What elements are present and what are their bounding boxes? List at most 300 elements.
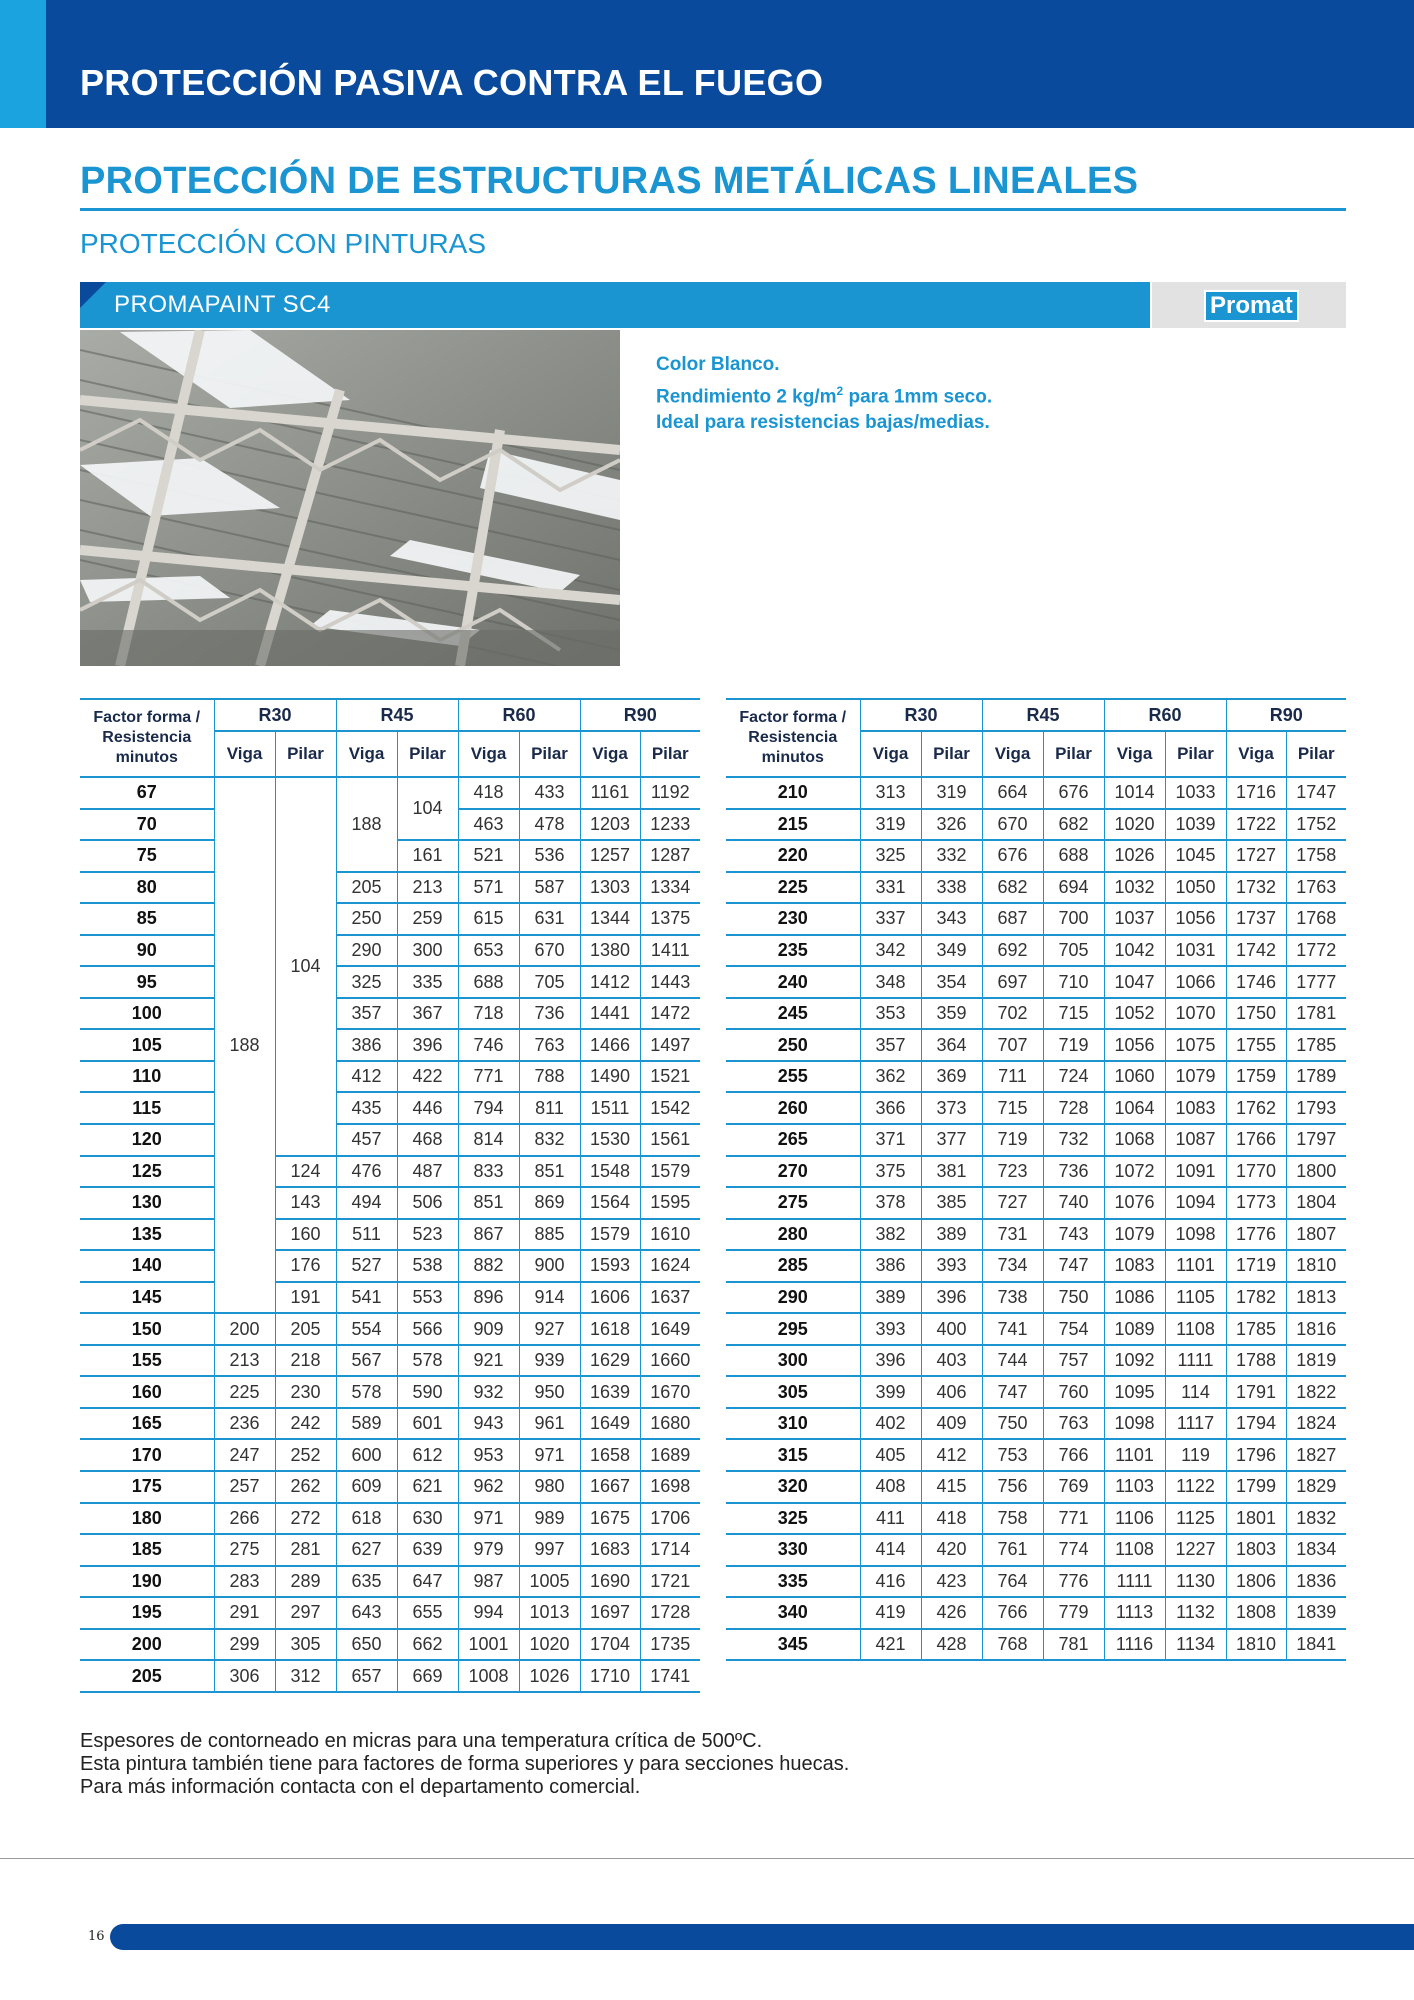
value-cell: 1026 <box>1104 840 1165 872</box>
value-cell: 728 <box>1043 1092 1104 1124</box>
table-row <box>726 1124 1346 1156</box>
value-cell: 1117 <box>1165 1408 1226 1440</box>
value-cell: 1822 <box>1286 1376 1346 1408</box>
value-cell: 1706 <box>640 1503 700 1535</box>
value-cell: 1810 <box>1286 1250 1346 1282</box>
value-cell: 1793 <box>1286 1092 1346 1124</box>
factor-cell: 70 <box>80 809 214 841</box>
value-cell: 1839 <box>1286 1597 1346 1629</box>
sub-header-pilar: Pilar <box>1043 731 1104 777</box>
table-row <box>726 777 1346 809</box>
value-cell: 718 <box>458 998 519 1030</box>
value-cell: 1722 <box>1226 809 1286 841</box>
value-cell: 715 <box>982 1092 1043 1124</box>
value-cell: 342 <box>860 935 921 967</box>
table-row <box>80 1345 700 1377</box>
table-row <box>726 1566 1346 1598</box>
factor-cell: 95 <box>80 966 214 998</box>
value-cell: 1803 <box>1226 1534 1286 1566</box>
factor-cell: 215 <box>726 809 860 841</box>
value-cell: 403 <box>921 1345 982 1377</box>
sub-header-pilar: Pilar <box>1165 731 1226 777</box>
value-cell: 536 <box>519 840 580 872</box>
value-cell: 1773 <box>1226 1187 1286 1219</box>
table-row <box>80 1471 700 1503</box>
value-cell: 393 <box>860 1313 921 1345</box>
factor-cell: 67 <box>80 777 214 809</box>
value-cell: 366 <box>860 1092 921 1124</box>
product-bar-corner <box>80 282 106 308</box>
factor-cell: 265 <box>726 1124 860 1156</box>
value-cell: 609 <box>336 1471 397 1503</box>
value-cell: 1624 <box>640 1250 700 1282</box>
value-cell: 697 <box>982 966 1043 998</box>
value-cell: 283 <box>214 1566 275 1598</box>
value-cell: 463 <box>458 809 519 841</box>
value-cell: 740 <box>1043 1187 1104 1219</box>
table-row <box>80 1629 700 1661</box>
value-cell: 389 <box>921 1219 982 1251</box>
value-cell: 1750 <box>1226 998 1286 1030</box>
value-cell: 723 <box>982 1156 1043 1188</box>
value-cell: 1772 <box>1286 935 1346 967</box>
value-cell: 257 <box>214 1471 275 1503</box>
value-cell: 621 <box>397 1471 458 1503</box>
table-row <box>80 935 700 967</box>
value-cell: 435 <box>336 1092 397 1124</box>
value-cell: 1076 <box>1104 1187 1165 1219</box>
value-cell: 682 <box>1043 809 1104 841</box>
value-cell: 664 <box>982 777 1043 809</box>
value-cell: 218 <box>275 1345 336 1377</box>
value-cell: 1101 <box>1165 1250 1226 1282</box>
table-row <box>726 1597 1346 1629</box>
value-cell: 337 <box>860 903 921 935</box>
value-cell: 1125 <box>1165 1503 1226 1535</box>
table-row <box>726 903 1346 935</box>
value-cell: 225 <box>214 1376 275 1408</box>
yield-superscript: 2 <box>836 384 844 398</box>
value-cell: 1763 <box>1286 872 1346 904</box>
value-cell: 205 <box>275 1313 336 1345</box>
value-cell: 738 <box>982 1282 1043 1314</box>
value-cell: 1203 <box>580 809 640 841</box>
value-cell: 1098 <box>1104 1408 1165 1440</box>
value-cell: 1111 <box>1104 1566 1165 1598</box>
value-cell: 1777 <box>1286 966 1346 998</box>
value-cell: 989 <box>519 1503 580 1535</box>
description-yield <box>656 378 992 410</box>
value-cell: 1375 <box>640 903 700 935</box>
factor-cell: 275 <box>726 1187 860 1219</box>
value-cell: 615 <box>458 903 519 935</box>
promat-logo: Promat <box>1204 290 1299 322</box>
value-cell: 705 <box>519 966 580 998</box>
value-cell: 1032 <box>1104 872 1165 904</box>
table-row <box>726 1408 1346 1440</box>
value-cell: 900 <box>519 1250 580 1282</box>
value-cell: 104 <box>275 777 336 1156</box>
footnote-line: Espesores de contorneado en micras para una temperatura crítica de 500ºC. <box>80 1730 763 1752</box>
value-cell: 272 <box>275 1503 336 1535</box>
value-cell: 814 <box>458 1124 519 1156</box>
value-cell: 885 <box>519 1219 580 1251</box>
table-row <box>726 1029 1346 1061</box>
value-cell: 114 <box>1165 1376 1226 1408</box>
value-cell: 1704 <box>580 1629 640 1661</box>
value-cell: 741 <box>982 1313 1043 1345</box>
factor-cell: 225 <box>726 872 860 904</box>
value-cell: 426 <box>921 1597 982 1629</box>
value-cell: 794 <box>458 1092 519 1124</box>
value-cell: 371 <box>860 1124 921 1156</box>
value-cell: 393 <box>921 1250 982 1282</box>
value-cell: 851 <box>458 1187 519 1219</box>
value-cell: 1134 <box>1165 1629 1226 1661</box>
value-cell: 1045 <box>1165 840 1226 872</box>
value-cell: 487 <box>397 1156 458 1188</box>
table-row <box>80 998 700 1030</box>
value-cell: 511 <box>336 1219 397 1251</box>
value-cell: 262 <box>275 1471 336 1503</box>
value-cell: 650 <box>336 1629 397 1661</box>
table-row <box>726 1439 1346 1471</box>
value-cell: 230 <box>275 1376 336 1408</box>
value-cell: 421 <box>860 1629 921 1661</box>
value-cell: 359 <box>921 998 982 1030</box>
value-cell: 275 <box>214 1534 275 1566</box>
value-cell: 396 <box>397 1029 458 1061</box>
value-cell: 1091 <box>1165 1156 1226 1188</box>
value-cell: 962 <box>458 1471 519 1503</box>
value-cell: 1095 <box>1104 1376 1165 1408</box>
value-cell: 364 <box>921 1029 982 1061</box>
value-cell: 1732 <box>1226 872 1286 904</box>
value-cell: 1658 <box>580 1439 640 1471</box>
factor-cell: 180 <box>80 1503 214 1535</box>
value-cell: 639 <box>397 1534 458 1566</box>
factor-cell: 120 <box>80 1124 214 1156</box>
value-cell: 694 <box>1043 872 1104 904</box>
value-cell: 589 <box>336 1408 397 1440</box>
value-cell: 414 <box>860 1534 921 1566</box>
value-cell: 927 <box>519 1313 580 1345</box>
value-cell: 1768 <box>1286 903 1346 935</box>
value-cell: 776 <box>1043 1566 1104 1598</box>
value-cell: 731 <box>982 1219 1043 1251</box>
value-cell: 375 <box>860 1156 921 1188</box>
value-cell: 1497 <box>640 1029 700 1061</box>
table-row <box>80 1660 700 1692</box>
value-cell: 1530 <box>580 1124 640 1156</box>
value-cell: 711 <box>982 1061 1043 1093</box>
factor-cell: 165 <box>80 1408 214 1440</box>
value-cell: 763 <box>519 1029 580 1061</box>
value-cell: 1052 <box>1104 998 1165 1030</box>
table-row <box>726 1219 1346 1251</box>
value-cell: 1122 <box>1165 1471 1226 1503</box>
value-cell: 428 <box>921 1629 982 1661</box>
value-cell: 1785 <box>1226 1313 1286 1345</box>
value-cell: 1075 <box>1165 1029 1226 1061</box>
value-cell: 1037 <box>1104 903 1165 935</box>
value-cell: 1020 <box>1104 809 1165 841</box>
value-cell: 1380 <box>580 935 640 967</box>
table-row <box>726 1061 1346 1093</box>
value-cell: 692 <box>982 935 1043 967</box>
value-cell: 1066 <box>1165 966 1226 998</box>
value-cell: 1192 <box>640 777 700 809</box>
table-row <box>726 872 1346 904</box>
value-cell: 1841 <box>1286 1629 1346 1661</box>
value-cell: 1103 <box>1104 1471 1165 1503</box>
value-cell: 670 <box>519 935 580 967</box>
value-cell: 669 <box>397 1660 458 1692</box>
group-header-r60: R60 <box>458 699 580 731</box>
sub-header-pilar: Pilar <box>275 731 336 777</box>
factor-header: Factor forma / Resistencia minutos <box>726 699 860 777</box>
value-cell: 1755 <box>1226 1029 1286 1061</box>
value-cell: 343 <box>921 903 982 935</box>
value-cell: 630 <box>397 1503 458 1535</box>
value-cell: 1101 <box>1104 1439 1165 1471</box>
table-row <box>80 966 700 998</box>
factor-cell: 335 <box>726 1566 860 1598</box>
value-cell: 160 <box>275 1219 336 1251</box>
value-cell: 1670 <box>640 1376 700 1408</box>
table-row <box>80 1029 700 1061</box>
value-cell: 362 <box>860 1061 921 1093</box>
value-cell: 1785 <box>1286 1029 1346 1061</box>
value-cell: 994 <box>458 1597 519 1629</box>
value-cell: 312 <box>275 1660 336 1692</box>
table-row <box>726 840 1346 872</box>
value-cell: 1132 <box>1165 1597 1226 1629</box>
value-cell: 1782 <box>1226 1282 1286 1314</box>
value-cell: 1287 <box>640 840 700 872</box>
value-cell: 161 <box>397 840 458 872</box>
value-cell: 727 <box>982 1187 1043 1219</box>
value-cell: 867 <box>458 1219 519 1251</box>
value-cell: 1443 <box>640 966 700 998</box>
table-row <box>80 1313 700 1345</box>
value-cell: 1728 <box>640 1597 700 1629</box>
value-cell: 423 <box>921 1566 982 1598</box>
value-cell: 1005 <box>519 1566 580 1598</box>
description-color: Color Blanco. <box>656 354 780 375</box>
value-cell: 980 <box>519 1471 580 1503</box>
value-cell: 1766 <box>1226 1124 1286 1156</box>
value-cell: 1808 <box>1226 1597 1286 1629</box>
value-cell: 1079 <box>1165 1061 1226 1093</box>
value-cell: 635 <box>336 1566 397 1598</box>
value-cell: 1564 <box>580 1187 640 1219</box>
value-cell: 1094 <box>1165 1187 1226 1219</box>
value-cell: 1092 <box>1104 1345 1165 1377</box>
value-cell: 1490 <box>580 1061 640 1093</box>
value-cell: 724 <box>1043 1061 1104 1093</box>
value-cell: 250 <box>336 903 397 935</box>
value-cell: 869 <box>519 1187 580 1219</box>
factor-cell: 90 <box>80 935 214 967</box>
value-cell: 754 <box>1043 1313 1104 1345</box>
value-cell: 494 <box>336 1187 397 1219</box>
factor-cell: 240 <box>726 966 860 998</box>
value-cell: 1108 <box>1165 1313 1226 1345</box>
description-ideal: Ideal para resistencias bajas/medias. <box>656 412 990 434</box>
value-cell: 753 <box>982 1439 1043 1471</box>
value-cell: 1116 <box>1104 1629 1165 1661</box>
value-cell: 1233 <box>640 809 700 841</box>
value-cell: 1813 <box>1286 1282 1346 1314</box>
factor-cell: 210 <box>726 777 860 809</box>
value-cell: 1690 <box>580 1566 640 1598</box>
section-title: PROTECCIÓN PASIVA CONTRA EL FUEGO <box>80 62 824 103</box>
value-cell: 1031 <box>1165 935 1226 967</box>
value-cell: 1742 <box>1226 935 1286 967</box>
value-cell: 259 <box>397 903 458 935</box>
value-cell: 1827 <box>1286 1439 1346 1471</box>
value-cell: 571 <box>458 872 519 904</box>
factor-cell: 235 <box>726 935 860 967</box>
value-cell: 909 <box>458 1313 519 1345</box>
factor-cell: 205 <box>80 1660 214 1692</box>
table-row <box>726 1503 1346 1535</box>
value-cell: 399 <box>860 1376 921 1408</box>
value-cell: 1466 <box>580 1029 640 1061</box>
table-row <box>726 1534 1346 1566</box>
value-cell: 415 <box>921 1471 982 1503</box>
value-cell: 771 <box>458 1061 519 1093</box>
value-cell: 1068 <box>1104 1124 1165 1156</box>
value-cell: 1794 <box>1226 1408 1286 1440</box>
value-cell: 1561 <box>640 1124 700 1156</box>
value-cell: 416 <box>860 1566 921 1598</box>
value-cell: 1064 <box>1104 1092 1165 1124</box>
factor-cell: 195 <box>80 1597 214 1629</box>
value-cell: 1759 <box>1226 1061 1286 1093</box>
value-cell: 348 <box>860 966 921 998</box>
value-cell: 1810 <box>1226 1629 1286 1661</box>
value-cell: 851 <box>519 1156 580 1188</box>
value-cell: 335 <box>397 966 458 998</box>
value-cell: 1105 <box>1165 1282 1226 1314</box>
value-cell: 1039 <box>1165 809 1226 841</box>
value-cell: 406 <box>921 1376 982 1408</box>
factor-cell: 75 <box>80 840 214 872</box>
table-row <box>726 1345 1346 1377</box>
value-cell: 357 <box>860 1029 921 1061</box>
value-cell: 409 <box>921 1408 982 1440</box>
value-cell: 1752 <box>1286 809 1346 841</box>
factor-cell: 200 <box>80 1629 214 1661</box>
value-cell: 932 <box>458 1376 519 1408</box>
value-cell: 705 <box>1043 935 1104 967</box>
value-cell: 523 <box>397 1219 458 1251</box>
value-cell: 1791 <box>1226 1376 1286 1408</box>
value-cell: 1680 <box>640 1408 700 1440</box>
value-cell: 700 <box>1043 903 1104 935</box>
value-cell: 389 <box>860 1282 921 1314</box>
value-cell: 1257 <box>580 840 640 872</box>
value-cell: 757 <box>1043 1345 1104 1377</box>
value-cell: 1649 <box>640 1313 700 1345</box>
sub-header-viga: Viga <box>1104 731 1165 777</box>
footnote-line: Esta pintura también tiene para factores de forma superiores y para secciones huecas. <box>80 1753 850 1775</box>
value-cell: 143 <box>275 1187 336 1219</box>
factor-cell: 285 <box>726 1250 860 1282</box>
value-cell: 601 <box>397 1408 458 1440</box>
footnote-line: Para más información contacta con el departamento comercial. <box>80 1776 641 1798</box>
table-row <box>726 1187 1346 1219</box>
value-cell: 736 <box>1043 1156 1104 1188</box>
factor-cell: 245 <box>726 998 860 1030</box>
value-cell: 326 <box>921 809 982 841</box>
value-cell: 386 <box>860 1250 921 1282</box>
value-cell: 553 <box>397 1282 458 1314</box>
value-cell: 779 <box>1043 1597 1104 1629</box>
value-cell: 205 <box>336 872 397 904</box>
value-cell: 655 <box>397 1597 458 1629</box>
factor-cell: 160 <box>80 1376 214 1408</box>
value-cell: 882 <box>458 1250 519 1282</box>
value-cell: 760 <box>1043 1376 1104 1408</box>
factor-cell: 255 <box>726 1061 860 1093</box>
value-cell: 1087 <box>1165 1124 1226 1156</box>
value-cell: 758 <box>982 1503 1043 1535</box>
value-cell: 987 <box>458 1566 519 1598</box>
value-cell: 1758 <box>1286 840 1346 872</box>
value-cell: 766 <box>982 1597 1043 1629</box>
value-cell: 961 <box>519 1408 580 1440</box>
value-cell: 747 <box>1043 1250 1104 1282</box>
value-cell: 319 <box>921 777 982 809</box>
factor-header: Factor forma / Resistencia minutos <box>80 699 214 777</box>
value-cell: 764 <box>982 1566 1043 1598</box>
factor-cell: 290 <box>726 1282 860 1314</box>
factor-cell: 110 <box>80 1061 214 1093</box>
value-cell: 412 <box>921 1439 982 1471</box>
value-cell: 590 <box>397 1376 458 1408</box>
header-band <box>0 0 1414 128</box>
table-row <box>80 903 700 935</box>
value-cell: 353 <box>860 998 921 1030</box>
value-cell: 1714 <box>640 1534 700 1566</box>
factor-cell: 130 <box>80 1187 214 1219</box>
table-row <box>726 1092 1346 1124</box>
table-row <box>80 1597 700 1629</box>
value-cell: 1060 <box>1104 1061 1165 1093</box>
value-cell: 188 <box>336 777 397 872</box>
value-cell: 400 <box>921 1313 982 1345</box>
value-cell: 1796 <box>1226 1439 1286 1471</box>
value-cell: 1697 <box>580 1597 640 1629</box>
group-header-r90: R90 <box>580 699 700 731</box>
table-row <box>80 1187 700 1219</box>
group-header-r30: R30 <box>214 699 336 731</box>
value-cell: 396 <box>921 1282 982 1314</box>
value-cell: 1710 <box>580 1660 640 1692</box>
value-cell: 1629 <box>580 1345 640 1377</box>
value-cell: 252 <box>275 1439 336 1471</box>
value-cell: 1781 <box>1286 998 1346 1030</box>
value-cell: 1108 <box>1104 1534 1165 1566</box>
page-title: PROTECCIÓN DE ESTRUCTURAS METÁLICAS LINEALES <box>80 160 1139 202</box>
value-cell: 702 <box>982 998 1043 1030</box>
value-cell: 1770 <box>1226 1156 1286 1188</box>
value-cell: 1579 <box>580 1219 640 1251</box>
value-cell: 1789 <box>1286 1061 1346 1093</box>
